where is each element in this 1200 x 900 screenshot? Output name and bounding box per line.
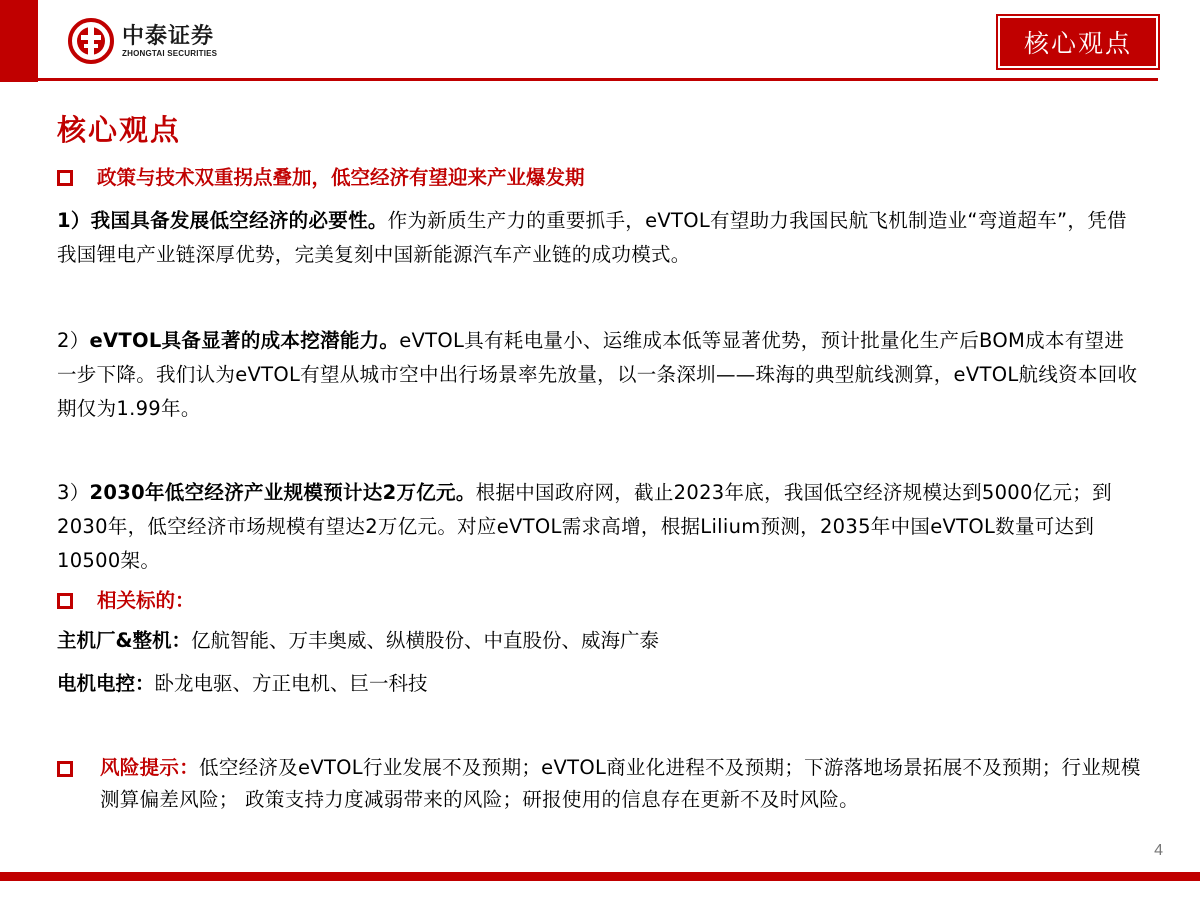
logo-chinese-name: 中泰证券 <box>122 23 215 49</box>
bullet-policy <box>57 167 585 189</box>
target-row-motor <box>57 669 428 699</box>
target-row-oem <box>57 626 659 656</box>
bullet-related-targets <box>57 590 195 612</box>
paragraph-scale-prefix: 3） <box>57 481 90 504</box>
header-section-tag: 核心观点 <box>998 16 1158 68</box>
paragraph-cost-heading: eVTOL具备显著的成本挖潜能力。 <box>89 329 400 352</box>
paragraph-necessity-body: 作为新质生产力的重要抓手，eVTOL有望助力我国民航飞机制造业“弯道超车”，凭借我国锂电产业链深厚优势，完美复刻中国新能源汽车产业链的成功模式。 <box>57 209 1127 266</box>
logo-english-name: ZHONGTAI SECURITIES <box>122 48 218 58</box>
square-bullet-icon <box>57 761 73 777</box>
bullet-risk <box>57 758 73 777</box>
target-row-companies: 亿航智能、万丰奥威、纵横股份、中直股份、威海广泰 <box>191 629 660 652</box>
header-divider <box>38 78 1158 81</box>
bullet-related-targets-text: 相关标的： <box>97 589 195 612</box>
left-accent-bar <box>0 0 38 82</box>
footer-bar <box>0 872 1200 881</box>
section-title: 核心观点 <box>57 113 182 147</box>
paragraph-cost <box>57 324 1142 426</box>
risk-warning-label: 风险提示： <box>100 756 200 779</box>
paragraph-necessity <box>57 204 1142 272</box>
zhongtai-logo-icon <box>68 18 114 64</box>
square-bullet-icon <box>57 170 73 186</box>
paragraph-scale-body: 根据中国政府网，截止2023年底，我国低空经济规模达到5000亿元；到2030年，低空经济市场规模有望达2万亿元。对应eVTOL需求高增，根据Lilium预测，2035年中国eVTOL数量可达到10500架。 <box>57 481 1112 572</box>
paragraph-cost-prefix: 2） <box>57 329 90 352</box>
paragraph-necessity-heading: 1）我国具备发展低空经济的必要性。 <box>57 209 388 232</box>
target-row-label: 电机电控： <box>57 672 155 695</box>
square-bullet-icon <box>57 593 73 609</box>
risk-warning-body: 低空经济及eVTOL行业发展不及预期；eVTOL商业化进程不及预期；下游落地场景拓展不及预期；行业规模测算偏差风险； 政策支持力度减弱带来的风险；研报使用的信息存在更新不及时风险。 <box>100 756 1141 811</box>
paragraph-cost-body: eVTOL具有耗电量小、运维成本低等显著优势，预计批量化生产后BOM成本有望进一步下降。我们认为eVTOL有望从城市空中出行场景率先放量，以一条深圳——珠海的典型航线测算，eVTOL航线资本回收期仅为1.99年。 <box>57 329 1138 420</box>
paragraph-scale <box>57 476 1142 578</box>
company-logo <box>68 18 217 64</box>
paragraph-scale-heading: 2030年低空经济产业规模预计达2万亿元。 <box>89 481 476 504</box>
page-number: 4 <box>1154 842 1163 859</box>
target-row-companies: 卧龙电驱、方正电机、巨一科技 <box>154 672 428 695</box>
bullet-policy-text: 政策与技术双重拐点叠加，低空经济有望迎来产业爆发期 <box>97 166 585 189</box>
target-row-label: 主机厂&整机： <box>57 629 192 652</box>
risk-warning <box>100 752 1145 816</box>
